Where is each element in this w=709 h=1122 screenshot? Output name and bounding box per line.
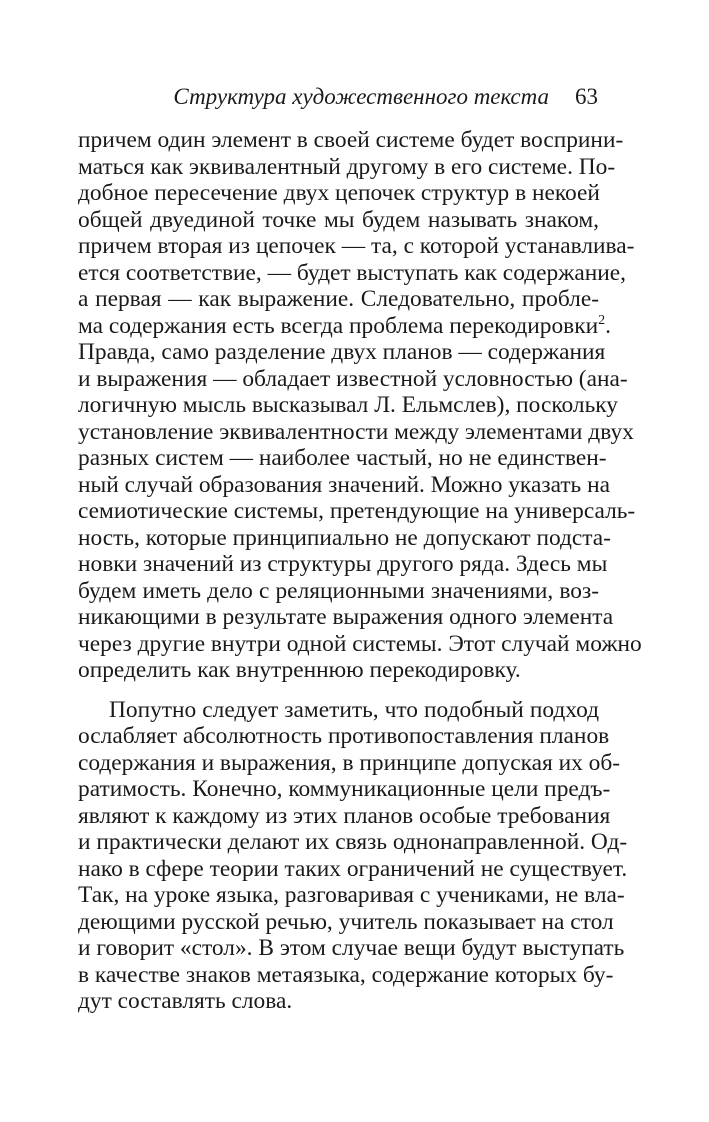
text-line-with-footnote (78, 312, 611, 340)
page-number: 63 (575, 84, 598, 109)
text-line: добное пересечение двух цепочек структур в некоей (78, 180, 600, 206)
paragraph-2 (78, 696, 628, 1015)
text-line: никающими в результате выражения одного элемента (78, 604, 614, 630)
text-line: ратимость. Конечно, коммуникационные цели предъ- (78, 776, 611, 802)
text-line: причем вторая из цепочек — та, с которой устанавлива- (78, 233, 635, 259)
text-line: ослабляет абсолютность противопоставления планов (78, 723, 610, 749)
text-line: деющими русской речью, учитель показывает на стол (78, 908, 614, 935)
text-line: причем один элемент в своей системе будет восприни- (78, 127, 624, 153)
text-line: Попутно следует заметить, что подобный подход (109, 696, 599, 723)
footnote-reference: 2 (598, 312, 606, 328)
body-text (78, 127, 642, 1015)
text-line: общей двуединой точке мы будем называть знаком, (78, 206, 599, 233)
text-line-content: ма содержания есть всегда проблема перекодировки (78, 312, 599, 339)
text-line: нако в сфере теории таких ограничений не существует. (78, 855, 628, 882)
text-line: и говорит «стол». В этом случае вещи будут выступать (78, 935, 625, 961)
text-line: установление эквивалентности между элементами двух (78, 418, 634, 445)
text-line: ность, которые принципиально не допускают подста- (78, 524, 611, 551)
paragraph-1 (78, 127, 642, 684)
text-line: Так, на уроке языка, разговаривая с учениками, не вла- (78, 882, 625, 908)
text-line: ется соответствие, — будет выступать как содержание, (78, 259, 626, 286)
text-line: в качестве знаков метаязыка, содержание которых бу- (78, 961, 614, 988)
text-line: семиотические системы, претендующие на универсаль- (78, 498, 636, 524)
text-line-punctuation: . (605, 312, 611, 339)
text-line: содержания и выражения, в принципе допуская их об- (78, 749, 621, 776)
text-line: определить как внутреннюю перекодировку. (78, 657, 521, 683)
text-line: будем иметь дело с реляционными значениями, воз- (78, 577, 599, 604)
text-line: а первая — как выражение. Следовательно, пробле- (78, 286, 599, 312)
text-line: маться как эквивалентный другому в его системе. По- (78, 153, 616, 180)
text-line: разных систем — наиболее частый, но не единствен- (78, 445, 607, 471)
running-head-title: Структура художественного текста (173, 84, 549, 109)
text-line: и практически делают их связь однонаправленной. Од- (78, 829, 628, 855)
text-line: через другие внутри одной системы. Этот случай можно (78, 630, 642, 657)
text-line: новки значений из структуры другого ряда. Здесь мы (78, 551, 608, 577)
text-line: дут составлять слова. (78, 988, 293, 1014)
text-line: ный случай образования значений. Можно указать на (78, 471, 610, 498)
text-line: логичную мысль высказывал Л. Ельмслев), поскольку (78, 392, 618, 418)
paragraph-spacer (78, 684, 599, 697)
running-head (78, 84, 598, 114)
text-line: и выражения — обладает известной условностью (ана- (78, 365, 628, 392)
text-line: являют к каждому из этих планов особые требования (78, 802, 611, 829)
text-line: Правда, само разделение двух планов — содержания (78, 339, 606, 365)
